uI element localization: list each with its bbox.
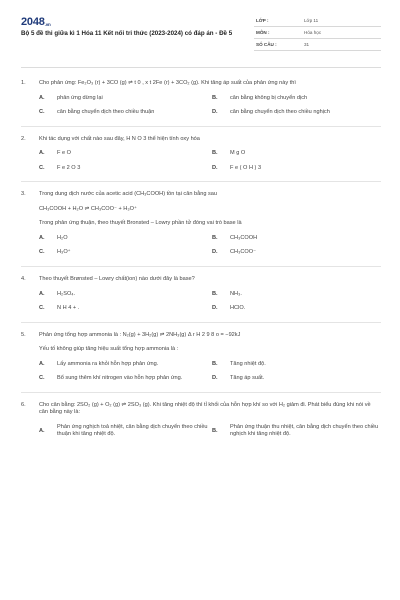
option-c[interactable] <box>39 165 212 173</box>
option-b[interactable] <box>212 95 385 103</box>
options <box>21 424 381 439</box>
question-5 <box>21 332 381 393</box>
meta-key: SỐ CÂU : <box>256 42 277 47</box>
option-letter: B. <box>212 234 218 241</box>
question-number: 3. <box>21 191 26 198</box>
logo-suffix: .vn <box>44 22 51 27</box>
option-text: N H 4 + . <box>57 305 80 312</box>
options <box>21 361 381 383</box>
question-number: 6. <box>21 401 26 408</box>
option-text: phản ứng dừng lại <box>57 94 103 101</box>
meta-row-class <box>254 15 381 27</box>
option-text: Tăng nhiệt độ. <box>230 360 266 367</box>
option-text: cân bằng chuyển dịch theo chiều thuận <box>57 109 155 116</box>
meta-key: LỚP : <box>256 18 269 23</box>
option-c[interactable] <box>39 109 212 117</box>
meta-row-subject <box>254 27 381 39</box>
question-text: Phản ứng tổng hợp ammonia là : N₂(g) + 3H₂(g) ⇌ 2NH₃(g) Δ r H 2 9 8 o = −92kJ <box>39 331 241 338</box>
document-header <box>21 15 381 59</box>
site-logo[interactable] <box>21 15 51 30</box>
option-text: F e 2 O 3 <box>57 164 81 171</box>
option-text: Lấy ammonia ra khỏi hỗn hợp phản ứng. <box>57 360 159 367</box>
option-text: Phản ứng thuận thu nhiệt, cân bằng dịch chuyển theo chiều nghịch khi tăng nhiệt độ. <box>230 423 379 438</box>
question-text: Khi tác dụng với chất nào sau đây, H N O 3 thể hiện tính oxy hóa <box>39 135 200 142</box>
option-text: CH₃COO⁻ <box>230 249 257 256</box>
option-letter: A. <box>39 290 45 297</box>
logo-text: 2048 <box>21 16 45 28</box>
question-number: 4. <box>21 276 26 283</box>
option-b[interactable] <box>212 424 385 439</box>
option-a[interactable] <box>39 150 212 158</box>
option-text: H₂SO₄. <box>57 290 76 297</box>
option-text: cân bằng chuyển dịch theo chiều nghịch <box>230 109 330 116</box>
option-d[interactable] <box>212 305 385 313</box>
question-6 <box>21 402 381 448</box>
options <box>21 235 381 257</box>
option-c[interactable] <box>39 375 212 383</box>
option-letter: D. <box>212 375 218 382</box>
question-3 <box>21 191 381 267</box>
meta-value: Lớp 11 <box>304 18 319 23</box>
option-a[interactable] <box>39 361 212 369</box>
option-b[interactable] <box>212 361 385 369</box>
option-letter: B. <box>212 94 218 101</box>
option-letter: B. <box>212 427 218 434</box>
option-b[interactable] <box>212 235 385 243</box>
option-c[interactable] <box>39 249 212 257</box>
option-c[interactable] <box>39 305 212 313</box>
option-letter: A. <box>39 94 45 101</box>
option-letter: C. <box>39 249 45 256</box>
option-letter: D. <box>212 305 218 312</box>
option-letter: A. <box>39 234 45 241</box>
question-number: 2. <box>21 135 26 142</box>
option-letter: C. <box>39 375 45 382</box>
option-d[interactable] <box>212 109 385 117</box>
question-text: Cho phản ứng: Fe₂O₃ (r) + 3CO (g) ⇌ t 0 , x t 2Fe (r) + 3CO₂ (g). Khi tăng áp suất của phản ứng này thì <box>39 80 296 86</box>
option-text: H₃O⁺ <box>57 249 71 256</box>
question-1 <box>21 80 381 127</box>
option-d[interactable] <box>212 249 385 257</box>
meta-row-count <box>254 39 381 51</box>
option-text: F e ( O H ) 3 <box>230 164 262 171</box>
options <box>21 291 381 313</box>
option-text: Tăng áp suất. <box>230 375 265 382</box>
question-text: Theo thuyết Brønsted – Lowry chất(ion) nào dưới đây là base? <box>39 276 195 283</box>
document-title: Bộ 5 đề thi giữa kì 1 Hóa 11 Kết nối tri thức (2023-2024) có đáp án - Đề 5 <box>21 30 233 37</box>
option-d[interactable] <box>212 375 385 383</box>
option-text: HClO. <box>230 305 246 312</box>
option-letter: D. <box>212 109 218 116</box>
option-letter: C. <box>39 305 45 312</box>
option-text: cân bằng không bị chuyển dịch <box>230 94 308 101</box>
option-a[interactable] <box>39 291 212 299</box>
question-subtext: Trong phản ứng thuận, theo thuyết Bronsted – Lowry phần tử đóng vai trò base là <box>39 220 242 227</box>
option-letter: A. <box>39 150 45 157</box>
options <box>21 150 381 172</box>
header-divider <box>21 67 381 68</box>
question-equation: CH₃COOH + H₂O ⇌ CH₃COO⁻ + H₃O⁺ <box>39 205 137 212</box>
option-d[interactable] <box>212 165 385 173</box>
question-text: Trong dung dịch nước của acetic acid (CH₃COOH) tồn tại cân bằng sau <box>39 191 218 198</box>
option-b[interactable] <box>212 150 385 158</box>
option-letter: D. <box>212 249 218 256</box>
option-text: NH₃. <box>230 290 242 297</box>
option-letter: C. <box>39 109 45 116</box>
option-a[interactable] <box>39 235 212 243</box>
option-text: CH₃COOH <box>230 234 258 241</box>
option-text: Bổ sung thêm khí nitrogen vào hỗn hợp phản ứng. <box>57 375 183 382</box>
option-a[interactable] <box>39 424 212 439</box>
option-text: H₂O <box>57 234 68 241</box>
option-b[interactable] <box>212 291 385 299</box>
option-text: F e O <box>57 150 71 157</box>
option-letter: A. <box>39 427 45 434</box>
option-text: M g O <box>230 150 246 157</box>
question-number: 1. <box>21 80 26 86</box>
option-text: Phản ứng nghịch toả nhiệt, cân bằng dịch chuyển theo chiều thuận khi tăng nhiệt độ. <box>57 423 208 438</box>
option-letter: A. <box>39 360 45 367</box>
question-number: 5. <box>21 331 26 338</box>
options <box>21 95 381 117</box>
meta-key: MÔN : <box>256 30 270 35</box>
option-a[interactable] <box>39 95 212 103</box>
question-list <box>21 80 381 457</box>
meta-value: 31 <box>304 42 310 47</box>
question-2 <box>21 136 381 183</box>
option-letter: D. <box>212 164 218 171</box>
question-subtext: Yếu tố không giúp tăng hiệu suất tổng hợp ammonia là : <box>39 346 179 353</box>
question-4 <box>21 276 381 323</box>
option-letter: B. <box>212 290 218 297</box>
meta-table <box>254 15 381 51</box>
meta-value: Hóa học <box>304 30 322 35</box>
option-letter: B. <box>212 150 218 157</box>
option-letter: C. <box>39 164 45 171</box>
question-text: Cho cân bằng: 2SO₂ (g) + O₂ (g) ⇌ 2SO₃ (g). Khi tăng nhiệt độ thì tỉ khối của hỗn hợp khí so với H₂ giảm đi. Phát biểu đúng khi nói về cân bằng này là: <box>39 401 371 416</box>
option-letter: B. <box>212 360 218 367</box>
